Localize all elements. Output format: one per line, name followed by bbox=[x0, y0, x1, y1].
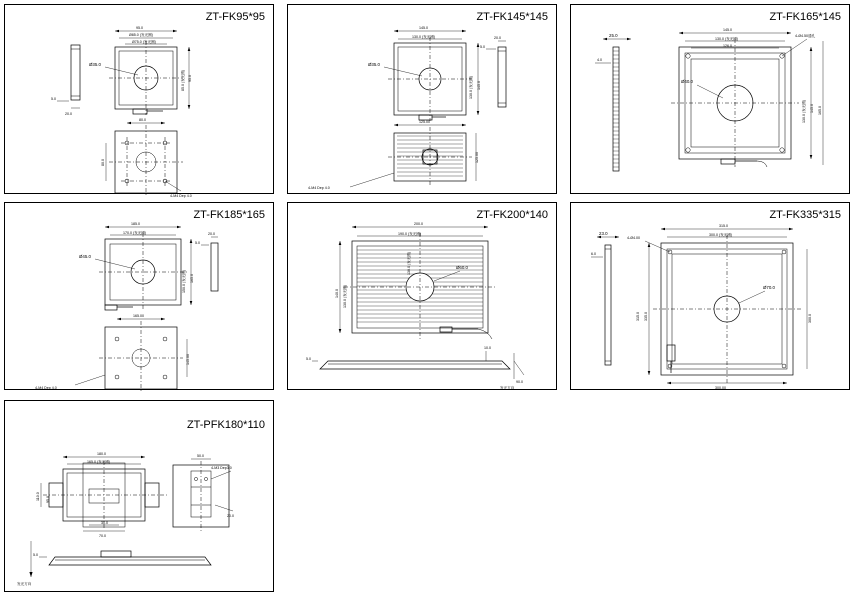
svg-text:145.0: 145.0 bbox=[419, 26, 428, 30]
svg-text:165.0: 165.0 bbox=[190, 274, 194, 283]
panel-title-6: ZT-FK335*315 bbox=[769, 209, 841, 221]
svg-text:180.0: 180.0 bbox=[97, 452, 106, 456]
svg-text:发光方向: 发光方向 bbox=[500, 386, 515, 390]
svg-text:95.0: 95.0 bbox=[46, 496, 50, 503]
svg-text:125.00: 125.00 bbox=[475, 152, 479, 163]
drawing-zt-fk335 bbox=[571, 203, 851, 391]
panel-title-7: ZT-PFK180*110 bbox=[186, 419, 265, 431]
drawing-zt-fk185 bbox=[5, 203, 275, 391]
svg-text:130.0 (发光圈): 130.0 (发光圈) bbox=[343, 284, 347, 308]
panel-title-4: ZT-FK185*165 bbox=[193, 209, 265, 221]
panel-title-5: ZT-FK200*140 bbox=[476, 209, 548, 221]
svg-text:Ø45.0: Ø45.0 bbox=[79, 254, 91, 259]
panel-zt-fk335 bbox=[570, 202, 850, 390]
panel-zt-fk165 bbox=[570, 4, 850, 194]
svg-text:Ø85.0 (发光圈): Ø85.0 (发光圈) bbox=[129, 33, 153, 37]
svg-text:90.0: 90.0 bbox=[516, 380, 523, 384]
panel-zt-pfk180 bbox=[4, 400, 274, 592]
svg-text:130.0 (发光圈): 130.0 (发光圈) bbox=[802, 99, 806, 123]
svg-text:4-Ø4.50通孔: 4-Ø4.50通孔 bbox=[795, 34, 816, 38]
svg-text:20.0: 20.0 bbox=[65, 112, 72, 116]
panel-zt-fk145 bbox=[287, 4, 557, 194]
svg-text:200.0: 200.0 bbox=[414, 222, 423, 226]
drawing-zt-pfk180 bbox=[5, 401, 275, 593]
svg-text:315.0: 315.0 bbox=[636, 312, 640, 321]
svg-text:140.0: 140.0 bbox=[335, 289, 339, 298]
svg-text:6.0: 6.0 bbox=[591, 252, 596, 256]
svg-text:300.00: 300.00 bbox=[715, 386, 726, 390]
svg-text:165.0: 165.0 bbox=[818, 106, 822, 115]
panel-zt-fk95 bbox=[4, 4, 274, 198]
svg-text:5.0: 5.0 bbox=[195, 241, 200, 245]
svg-text:4.0: 4.0 bbox=[597, 58, 602, 62]
svg-text:10.0: 10.0 bbox=[484, 346, 491, 350]
svg-text:4-M4 Dep 4.0: 4-M4 Dep 4.0 bbox=[35, 386, 57, 390]
svg-text:145.0: 145.0 bbox=[477, 81, 481, 90]
svg-text:185.0: 185.0 bbox=[131, 222, 140, 226]
drawing-zt-fk95 bbox=[5, 5, 275, 198]
panel-zt-fk185 bbox=[4, 202, 274, 390]
svg-text:130.0 (发光圈): 130.0 (发光圈) bbox=[412, 35, 436, 39]
svg-text:125.00: 125.00 bbox=[419, 120, 430, 124]
svg-text:Ø75.0 (发光圈): Ø75.0 (发光圈) bbox=[132, 40, 156, 44]
svg-text:150.0 (发光圈): 150.0 (发光圈) bbox=[182, 269, 186, 293]
svg-text:315.0: 315.0 bbox=[719, 224, 728, 228]
svg-text:126.0: 126.0 bbox=[723, 44, 732, 48]
svg-text:25.0: 25.0 bbox=[609, 33, 618, 38]
svg-text:20.0: 20.0 bbox=[227, 514, 234, 518]
svg-text:110.0: 110.0 bbox=[36, 492, 40, 501]
svg-text:20.0: 20.0 bbox=[494, 36, 501, 40]
svg-text:70.0: 70.0 bbox=[99, 534, 106, 538]
svg-text:Ø35.0: Ø35.0 bbox=[368, 62, 380, 67]
svg-text:4-M4 Dep 4.0: 4-M4 Dep 4.0 bbox=[170, 194, 192, 198]
svg-text:Ø35.0: Ø35.0 bbox=[89, 62, 101, 67]
svg-text:85.0 (发光圈): 85.0 (发光圈) bbox=[181, 69, 185, 91]
svg-text:20.0: 20.0 bbox=[208, 232, 215, 236]
svg-text:145.00: 145.00 bbox=[186, 354, 190, 365]
drawing-zt-fk200 bbox=[288, 203, 558, 391]
svg-text:130.0 (发光圈): 130.0 (发光圈) bbox=[407, 251, 411, 275]
svg-text:发光方向: 发光方向 bbox=[17, 582, 32, 586]
svg-text:5.0: 5.0 bbox=[51, 97, 56, 101]
svg-text:300.0 (发光圈): 300.0 (发光圈) bbox=[709, 233, 733, 237]
svg-text:30.0: 30.0 bbox=[101, 521, 108, 525]
svg-text:4-M3 Dep3.0: 4-M3 Dep3.0 bbox=[211, 466, 232, 470]
svg-text:335.0: 335.0 bbox=[644, 312, 648, 321]
svg-text:23.0: 23.0 bbox=[599, 231, 608, 236]
svg-text:80.0: 80.0 bbox=[139, 118, 146, 122]
svg-text:170.0 (发光圈): 170.0 (发光圈) bbox=[123, 231, 147, 235]
svg-text:130.0 (发光圈): 130.0 (发光圈) bbox=[469, 75, 473, 99]
svg-text:165.00: 165.00 bbox=[133, 314, 144, 318]
drawing-zt-fk145 bbox=[288, 5, 558, 195]
svg-text:5.0: 5.0 bbox=[33, 553, 38, 557]
svg-text:Ø70.0: Ø70.0 bbox=[763, 285, 775, 290]
svg-text:130.0 (发光圈): 130.0 (发光圈) bbox=[715, 37, 739, 41]
svg-text:95.0: 95.0 bbox=[136, 26, 143, 30]
svg-text:50.0: 50.0 bbox=[197, 454, 204, 458]
svg-text:80.0: 80.0 bbox=[101, 159, 105, 166]
svg-text:165.0 (发光圈): 165.0 (发光圈) bbox=[87, 460, 111, 464]
panel-title-1: ZT-FK95*95 bbox=[205, 11, 265, 23]
panel-zt-fk200 bbox=[287, 202, 557, 390]
svg-text:5.0: 5.0 bbox=[480, 45, 485, 49]
svg-text:145.0: 145.0 bbox=[723, 28, 732, 32]
svg-text:5.0: 5.0 bbox=[306, 357, 311, 361]
svg-text:Ø60.0: Ø60.0 bbox=[456, 265, 468, 270]
svg-text:Ø40.0: Ø40.0 bbox=[681, 79, 693, 84]
svg-text:95.0: 95.0 bbox=[188, 75, 192, 82]
svg-text:4-Ø4.00: 4-Ø4.00 bbox=[627, 236, 640, 240]
svg-text:145.0: 145.0 bbox=[810, 104, 814, 113]
drawing-zt-fk165 bbox=[571, 5, 851, 195]
panel-title-2: ZT-FK145*145 bbox=[476, 11, 548, 23]
svg-text:300.0: 300.0 bbox=[808, 314, 812, 323]
svg-text:190.0 (发光圈): 190.0 (发光圈) bbox=[398, 232, 422, 236]
svg-text:4-M4 Dep 4.0: 4-M4 Dep 4.0 bbox=[308, 186, 330, 190]
panel-title-3: ZT-FK165*145 bbox=[769, 11, 841, 23]
